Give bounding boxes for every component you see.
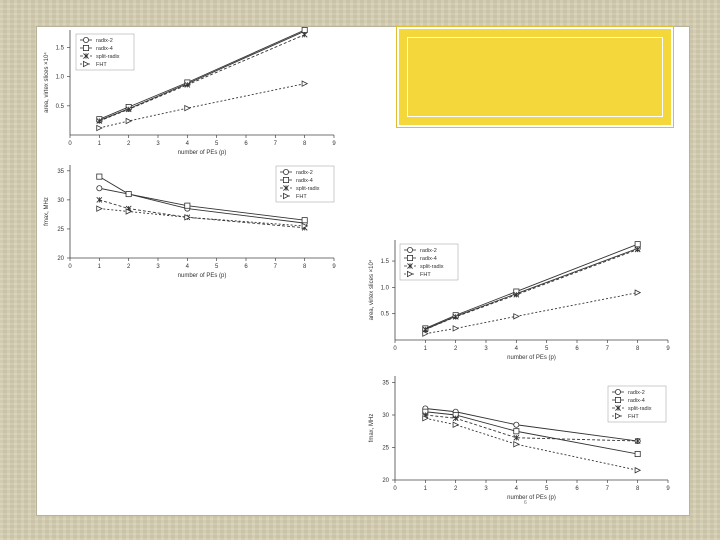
y-tick-label: 30	[57, 197, 64, 204]
y-tick-label: 25	[382, 445, 389, 452]
data-point-square	[635, 242, 640, 247]
x-tick-label: 4	[514, 346, 519, 352]
series-line-radix-4	[425, 412, 637, 454]
data-point-triangle	[453, 422, 458, 427]
y-tick-label: 20	[382, 478, 389, 484]
series-line-radix-4	[99, 177, 304, 221]
legend-label: radix-4	[296, 178, 313, 184]
data-point-square	[514, 429, 519, 434]
legend-marker	[283, 177, 288, 182]
x-tick-label: 1	[97, 141, 102, 147]
x-tick-label: 3	[484, 486, 488, 492]
x-tick-label: 7	[605, 346, 610, 352]
y-tick-label: 25	[57, 226, 64, 233]
x-tick-label: 3	[156, 264, 160, 270]
data-point-circle	[514, 422, 519, 427]
legend-label: radix-2	[628, 390, 645, 396]
data-point-triangle	[635, 468, 640, 473]
legend-label: split-radix	[296, 186, 320, 192]
x-tick-label: 6	[244, 141, 248, 147]
data-point-star	[97, 197, 102, 202]
x-axis-label: number of PEs (p)	[507, 495, 556, 501]
x-tick-label: 3	[484, 346, 488, 352]
y-tick-label: 1.0	[380, 285, 389, 292]
x-axis-label: number of PEs (p)	[177, 150, 227, 156]
data-point-square	[635, 451, 640, 456]
series-line-fht	[425, 418, 637, 470]
x-tick-label: 5	[544, 486, 549, 492]
data-point-triangle	[97, 206, 102, 211]
x-tick-label: 9	[666, 486, 670, 492]
y-tick-label: 1.0	[55, 74, 64, 81]
x-tick-label: 0	[68, 141, 72, 147]
legend-label: radix-4	[96, 46, 113, 52]
x-tick-label: 2	[126, 264, 131, 270]
y-tick-label: 30	[382, 413, 389, 419]
data-point-square	[302, 27, 307, 32]
x-tick-label: 6	[575, 486, 579, 492]
data-point-triangle	[514, 442, 519, 447]
y-tick-label: 0.5	[55, 103, 64, 110]
y-tick-label: 0.5	[380, 311, 389, 318]
x-tick-label: 7	[273, 141, 278, 147]
x-tick-label: 8	[302, 264, 307, 270]
legend-label: radix-4	[628, 398, 645, 404]
page-number: 6	[524, 500, 527, 506]
x-tick-label: 9	[332, 141, 336, 147]
x-tick-label: 2	[126, 141, 131, 147]
x-axis-label: number of PEs (p)	[177, 273, 227, 279]
data-point-triangle	[126, 118, 131, 123]
y-tick-label: 1.5	[380, 259, 389, 266]
legend-label: split-radix	[420, 264, 444, 270]
legend-label: FHT	[628, 414, 639, 420]
y-tick-label: 20	[57, 256, 64, 262]
legend-label: radix-2	[296, 170, 313, 176]
x-tick-label: 9	[666, 346, 670, 352]
x-tick-label: 4	[514, 486, 519, 492]
legend-marker	[615, 397, 620, 402]
legend-marker	[83, 37, 88, 42]
y-tick-label: 35	[57, 168, 64, 175]
data-point-square	[302, 218, 307, 223]
y-tick-label: 35	[382, 380, 389, 387]
data-point-star	[453, 416, 458, 421]
x-tick-label: 5	[214, 141, 219, 147]
x-tick-label: 4	[185, 264, 190, 270]
data-point-circle	[97, 186, 102, 191]
legend-label: radix-2	[96, 38, 113, 44]
x-tick-label: 8	[635, 346, 640, 352]
series-line-split-radix	[99, 200, 304, 228]
x-tick-label: 7	[273, 264, 278, 270]
x-tick-label: 8	[302, 141, 307, 147]
legend-marker	[283, 169, 288, 174]
x-tick-label: 3	[156, 141, 160, 147]
x-tick-label: 8	[635, 486, 640, 492]
legend-marker	[407, 247, 412, 252]
x-tick-label: 0	[68, 264, 72, 270]
y-axis-label: area, virtex slices ×10⁴	[369, 259, 375, 321]
data-point-square	[97, 174, 102, 179]
legend-label: FHT	[296, 194, 307, 200]
legend-marker	[407, 255, 412, 260]
data-point-square	[185, 203, 190, 208]
data-point-triangle	[635, 290, 640, 295]
x-tick-label: 6	[244, 264, 248, 270]
legend-marker	[615, 389, 620, 394]
x-tick-label: 5	[214, 264, 219, 270]
legend-marker	[83, 45, 88, 50]
legend-label: split-radix	[96, 54, 120, 60]
x-axis-label: number of PEs (p)	[507, 355, 556, 361]
legend-label: FHT	[420, 272, 431, 278]
data-point-star	[302, 32, 307, 37]
data-point-square	[126, 191, 131, 196]
y-axis-label: fmax, MHz	[369, 413, 375, 443]
x-tick-label: 5	[544, 346, 549, 352]
x-tick-label: 0	[393, 346, 397, 352]
legend-label: radix-4	[420, 256, 437, 262]
y-axis-label: fmax, MHz	[44, 197, 50, 226]
data-point-triangle	[185, 106, 190, 111]
x-tick-label: 4	[185, 141, 190, 147]
x-tick-label: 1	[97, 264, 102, 270]
data-point-triangle	[514, 314, 519, 319]
x-tick-label: 2	[453, 346, 458, 352]
data-point-triangle	[97, 125, 102, 130]
x-tick-label: 1	[423, 346, 428, 352]
legend-label: split-radix	[628, 406, 652, 412]
y-tick-label: 1.5	[55, 45, 64, 52]
data-point-triangle	[453, 326, 458, 331]
x-tick-label: 2	[453, 486, 458, 492]
y-axis-label: area, virtex slices ×10⁴	[44, 52, 50, 113]
x-tick-label: 7	[605, 486, 610, 492]
x-tick-label: 0	[393, 486, 397, 492]
x-tick-label: 6	[575, 346, 579, 352]
legend-label: FHT	[96, 62, 107, 68]
legend-label: radix-2	[420, 248, 437, 254]
x-tick-label: 1	[423, 486, 428, 492]
x-tick-label: 9	[332, 264, 336, 270]
data-point-triangle	[302, 81, 307, 86]
